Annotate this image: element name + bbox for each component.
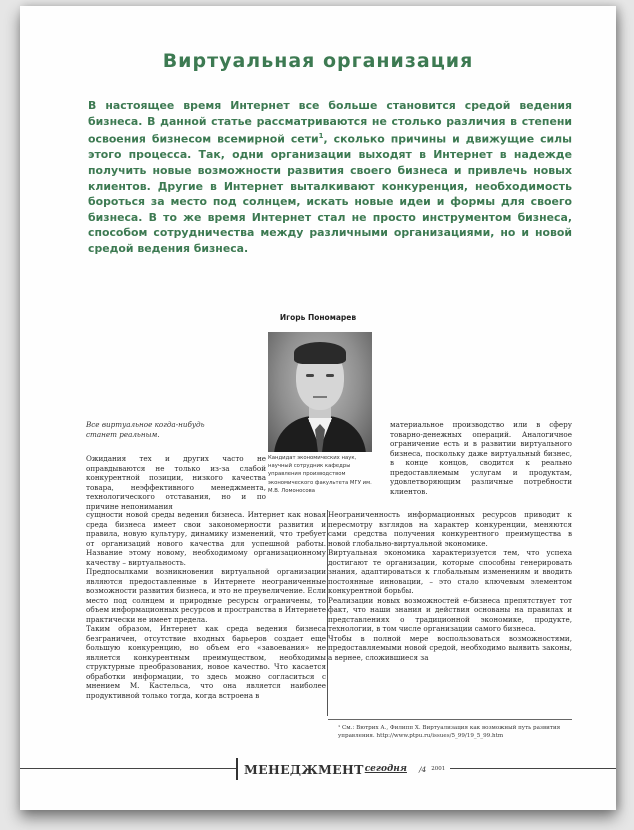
lead-text-part1: В настоящее время Интернет все больше становится средой ведения бизнеса. В данной статье рассматриваются не столько различия в степени освоения бизнесом всемирной сети	[88, 99, 572, 146]
body-paragraph: Таким образом, Интернет как среда ведения бизнеса безграничен, отсутствие входных барьеров создает еще большую конкуренцию, но объем его «завоевания» не является конкурентным преимуществом, необходимы структурные преобразования, новое качество. Что касается обработки информации, то здесь можно согласиться с мнением М. Кастельса, что она является наиболее продуктивной только тогда, когда встроена в	[86, 624, 326, 700]
article-title: Виртуальная организация	[162, 50, 474, 72]
issue-year: 2001	[431, 766, 446, 772]
brand-sub: сегодня	[364, 764, 407, 774]
footnote: ¹ См.: Вютрих А., Филипп Х. Виртуализация как возможный путь развития управления. http://www.ptpu.ru/issues/5_99/19_5_99.htm	[338, 725, 561, 739]
magazine-footer	[238, 758, 450, 780]
body-column-d	[328, 510, 572, 662]
photo-caption: Кандидат экономических наук, научный сотрудник кафедры управления производством экономического факультета МГУ им. М.В. Ломоносова	[268, 455, 372, 494]
body-paragraph: Чтобы в полной мере воспользоваться возможностями, предоставляемыми новой средой, необходимо выявить законы, а вернее, сложившиеся за	[328, 633, 572, 662]
body-paragraph: Реализации новых возможностей e-бизнеса препятствует тот факт, что наши знания и действия основаны на правилах и представлениях о традиционной экономике, продукте, технологии, в том числе организации самого бизнеса.	[328, 595, 572, 633]
article-lead	[88, 98, 572, 257]
author-photo	[268, 332, 372, 452]
body-paragraph: Неограниченность информационных ресурсов приводит к пересмотру взглядов на характер конкуренции, меняются сами средства получения конкурентного преимущества в новой глобально-виртуальной экономике.	[328, 510, 572, 548]
brand-main: МЕНЕДЖМЕНТ	[244, 761, 364, 777]
issue-number: /4	[418, 764, 427, 774]
footnote-ref: 1	[318, 132, 324, 141]
body-paragraph: Ожидания тех и других часто не оправдываются не только из-за слабой конкурентной позиции, низкого качества товара, неэффективного менеджмента, технологического отставания, но и по причине непонимания	[86, 454, 266, 511]
epigraph: Все виртуальное когда-нибудь станет реальным.	[86, 420, 205, 439]
body-paragraph: Виртуальная экономика характеризуется тем, что успеха достигают те организации, которые способны генерировать знания, адаптироваться к глобальным изменениям и вводить постоянные инновации, – это стало ключевым элементом конкурентной борьбы.	[328, 548, 572, 595]
body-column-a	[86, 454, 266, 511]
body-paragraph: сущности новой среды ведения бизнеса. Интернет как новая среда бизнеса имеет свои закономерности развития и правила, новую культуру, динамику изменений, что требует от организаций нового качества для успешной работы. Название этому новому, необходимому организационному качеству – виртуальность.	[86, 510, 326, 567]
body-column-c	[390, 420, 572, 496]
footnote-rule	[328, 719, 572, 720]
author-name: Игорь Пономарев	[279, 313, 357, 322]
body-paragraph: материальное производство или в сферу товарно-денежных операций. Аналогичное ограничение есть и в развитии виртуального бизнеса, поскольку даже виртуальный бизнес, в конце концов, сводится к реально предоставляемым услугам и продуктам, удовлетворяющим различные потребности клиентов.	[390, 420, 572, 496]
body-column-b	[86, 510, 326, 700]
body-paragraph: Предпосылками возникновения виртуальной организации являются предоставленные в Интернете неограниченные возможности развития бизнеса, и это не преувеличение. Если место под солнцем и природные ресурсы ограничены, то объем информационных ресурсов и пространства в Интернете практически не имеет предела.	[86, 567, 326, 624]
lead-text-part2: , сколько причины и движущие силы этого процесса. Так, одни организации выходят в Интернет в надежде получить новые возможности развития своего бизнеса и привлечь новых клиентов. Другие в Интернет выталкивают конкуренция, необходимость бороться за место под солнцем, искать новые идеи и формы для своего бизнеса. В то же время Интернет стал не просто инструментом бизнеса, способом сотрудничества между различными организациями, но и новой средой ведения бизнеса.	[88, 132, 572, 255]
magazine-page	[20, 6, 616, 810]
